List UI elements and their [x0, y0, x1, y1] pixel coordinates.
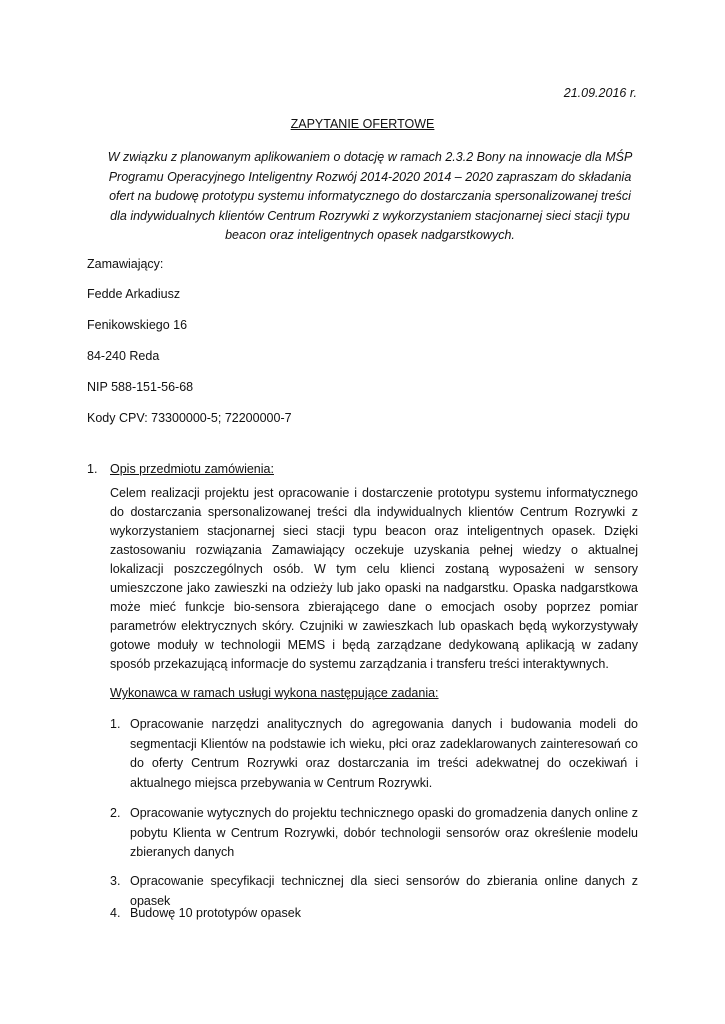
document-title: ZAPYTANIE OFERTOWE [290, 117, 435, 131]
section-heading [87, 462, 274, 476]
task-number: 1. [110, 717, 121, 731]
task-item [110, 904, 638, 924]
cpv-codes: Kody CPV: 73300000-5; 72200000-7 [87, 411, 292, 425]
task-text: Opracowanie wytycznych do projektu technicznego opaski do gromadzenia danych online z pobytu Klienta w Centrum Rozrywki, dobór technologii sensorów oraz określenie modelu zbieranych danych [130, 806, 638, 859]
contractor-label: Zamawiający: [87, 257, 164, 271]
contractor-nip: NIP 588-151-56-68 [87, 380, 194, 394]
section-title: Opis przedmiotu zamówienia: [110, 462, 274, 476]
contractor-city: 84-240 Reda [87, 349, 160, 363]
task-text: Budowę 10 prototypów opasek [130, 906, 301, 920]
tasks-heading: Wykonawca w ramach usługi wykona następujące zadania: [110, 686, 439, 700]
task-number: 4. [110, 906, 121, 920]
task-item [110, 804, 638, 863]
contractor-name: Fedde Arkadiusz [87, 287, 181, 301]
section-description: Celem realizacji projektu jest opracowanie i dostarczenie prototypu systemu informatycznego do dostarczania spersonalizowanej treści dla indywidualnych klientów Centrum Rozrywki z wykorzystaniem stacjonarnej sieci stacji typu beacon oraz inteligentnych opasek. Dzięki zastosowaniu rozwiązania Zamawiający oczekuje uzyskania pełnej wiedzy o aktualnej lokalizacji poszczególnych osób. W tym celu klienci zostaną wyposażeni w sensory umieszczone jako zawieszki na odzieży lub jako opaski na nadgarstku. Opaska nadgarstkowa może mieć funkcje bio-sensora zbierającego dane o emocjach osoby poprzez pomiar parametrów elektrycznych skóry. Czujniki w zawieszkach lub opaskach będą wykorzystywały gotowe moduły w technologii MEMS i będą zarządzane dedykowaną aplikacją w zadany sposób przekazującą informacje do systemu zarządzania i transferu treści interaktywnych. [110, 486, 638, 671]
intro-paragraph: W związku z planowanym aplikowaniem o dotację w ramach 2.3.2 Bony na innowacje dla MŚP Programu Operacyjnego Inteligentny Rozwój 2014-2020 2014 – 2020 zapraszam do składania ofert na budowę prototypu systemu informatycznego do dostarczania spersonalizowanej treści dla indywidualnych klientów Centrum Rozrywki z wykorzystaniem stacjonarnej sieci stacji typu beacon oraz inteligentnych opasek nadgarstkowych. [107, 150, 633, 242]
task-number: 3. [110, 874, 121, 888]
task-number: 2. [110, 806, 121, 820]
contractor-street: Fenikowskiego 16 [87, 318, 188, 332]
document-date: 21.09.2016 r. [563, 86, 637, 100]
task-text: Opracowanie specyfikacji technicznej dla sieci sensorów do zbierania online danych z opasek [130, 874, 638, 908]
section-number: 1. [87, 462, 98, 476]
task-text: Opracowanie narzędzi analitycznych do agregowania danych i budowania modeli do segmentacji Klientów na podstawie ich wieku, płci oraz zadeklarowanych zainteresowań co do oferty Centrum Rozrywki oraz dostarczania im treści adekwatnej do oczekiwań i aktualnego miejsca przebywania w Centrum Rozrywki. [130, 717, 638, 790]
task-item [110, 715, 638, 793]
